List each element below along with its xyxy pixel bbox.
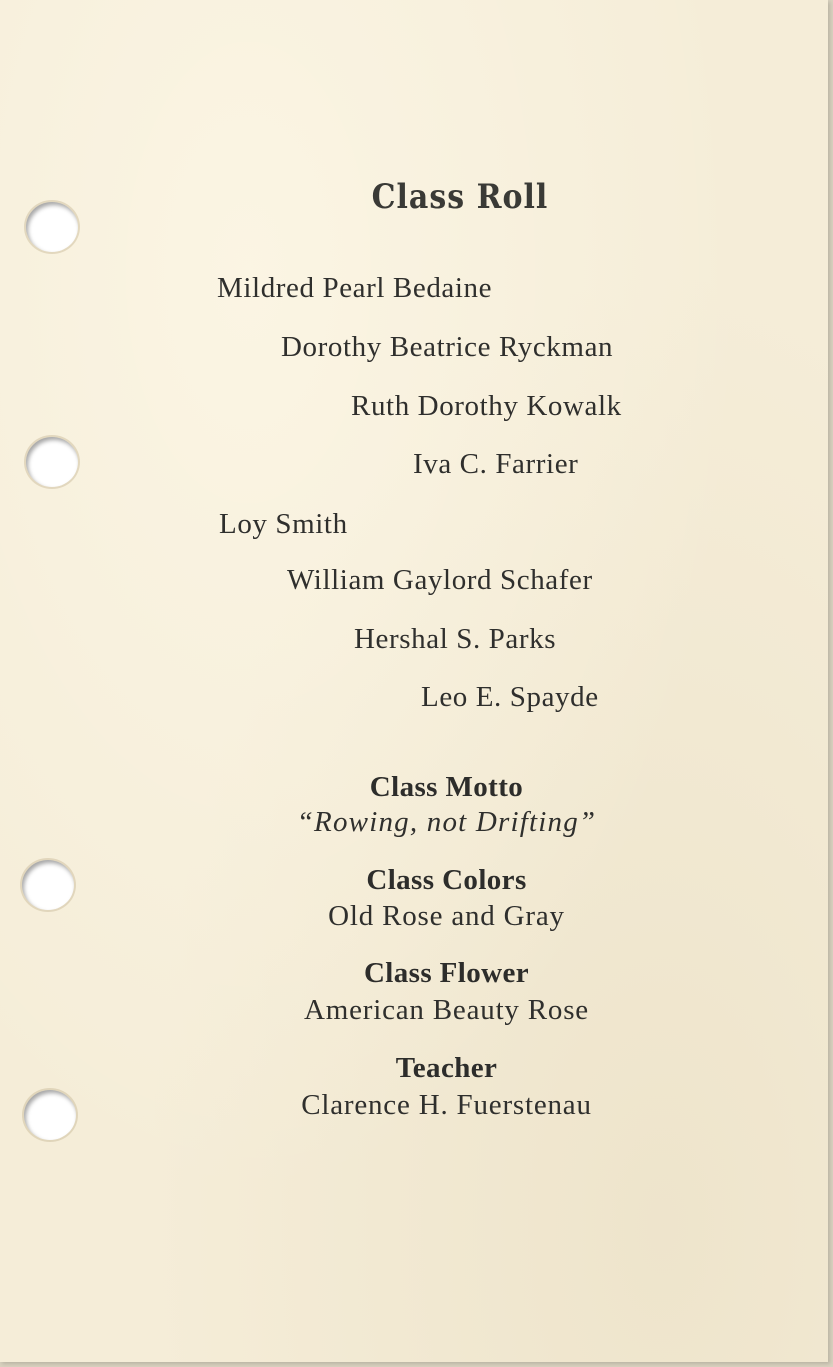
- class-member-name: Hershal S. Parks: [354, 623, 557, 655]
- class-flower-heading: Class Flower: [363, 957, 530, 989]
- class-member-name: Mildred Pearl Bedaine: [217, 272, 493, 304]
- class-member-name: Dorothy Beatrice Ryckman: [281, 331, 614, 363]
- class-colors-text: Old Rose and Gray: [328, 900, 565, 932]
- class-member-name: Loy Smith: [219, 508, 348, 540]
- class-colors-heading: Class Colors: [366, 864, 527, 896]
- class-motto-heading: Class Motto: [369, 771, 524, 803]
- class-member-name: Iva C. Farrier: [413, 448, 579, 480]
- teacher-heading: Teacher: [395, 1052, 498, 1084]
- class-motto-text: “Rowing, not Drifting”: [296, 806, 597, 838]
- punch-hole: [26, 437, 78, 487]
- page-title: Class Roll: [371, 177, 549, 218]
- class-member-name: Leo E. Spayde: [421, 681, 599, 713]
- teacher-name: Clarence H. Fuerstenau: [301, 1089, 592, 1121]
- class-member-name: William Gaylord Schafer: [287, 564, 593, 596]
- class-member-name: Ruth Dorothy Kowalk: [351, 390, 622, 422]
- class-flower-text: American Beauty Rose: [304, 994, 589, 1026]
